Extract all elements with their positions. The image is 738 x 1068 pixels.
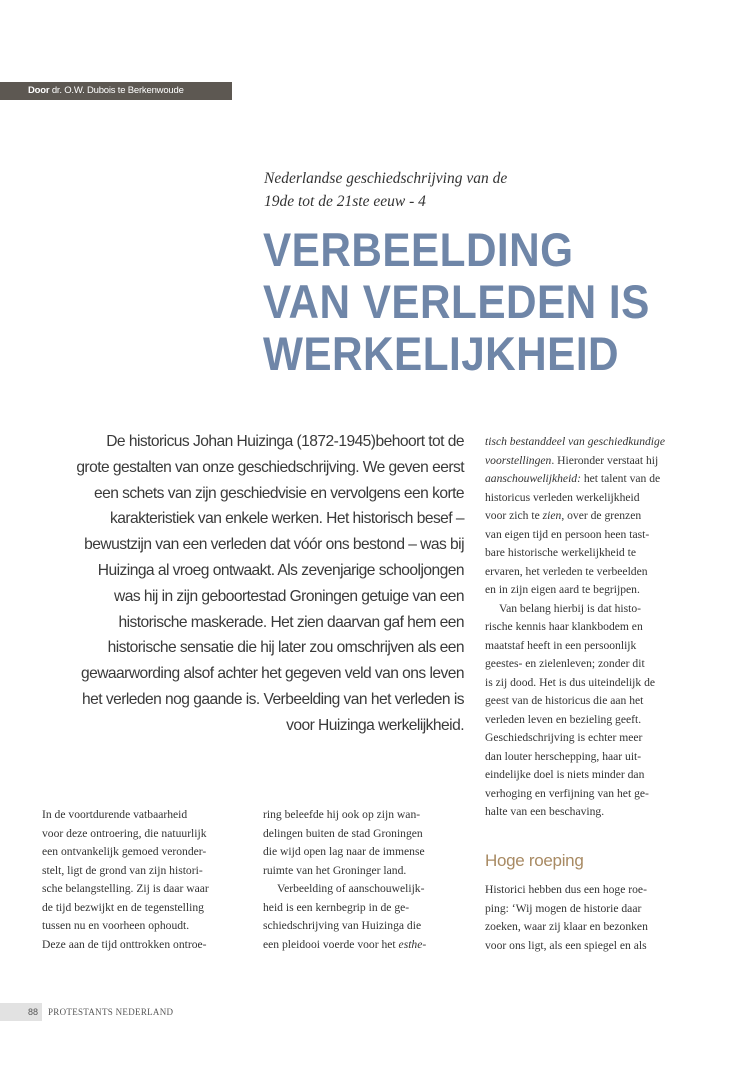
body-line: maatstaf heeft in een persoonlijk — [485, 638, 637, 652]
subtitle-line: Nederlandse geschiedschrijving van de — [264, 170, 508, 187]
subtitle-line: 19de tot de 21ste eeuw - 4 — [264, 193, 426, 210]
body-line: van eigen tijd en persoon heen tast- — [485, 527, 650, 541]
byline-prefix: Door — [28, 85, 50, 96]
body-text-italic: voorstellingen — [485, 453, 552, 467]
body-column-middle — [263, 806, 463, 954]
byline-author: dr. O.W. Dubois te Berkenwoude — [51, 85, 184, 96]
intro-line: bewustzijn van een verleden dat vóór ons bestond – was bij — [84, 536, 464, 554]
body-line — [485, 470, 697, 489]
body-line: historicus verleden werkelijkheid — [485, 490, 640, 504]
magazine-name: PROTESTANTS NEDERLAND — [48, 1007, 174, 1017]
body-line: ping: ‘Wij mogen de historie daar — [485, 901, 642, 915]
body-line: geest van de historicus die aan het — [485, 694, 644, 707]
body-line — [263, 936, 463, 955]
body-line: de tijd bezwijkt en de tegenstelling — [42, 900, 204, 914]
page-footer — [0, 1003, 200, 1021]
body-line: die wijd open lag naar de immense — [263, 845, 425, 858]
body-line: voor deze ontroering, die natuurlijk — [42, 826, 207, 840]
body-line: heid is een kernbegrip in de ge- — [263, 900, 410, 914]
body-line: Deze aan de tijd onttrokken ontroe- — [42, 937, 207, 951]
body-line: en in zijn eigen aard te begrijpen. — [485, 583, 640, 596]
body-line: eindelijke doel is niets minder dan — [485, 768, 645, 781]
section-heading: Hoge roeping — [485, 851, 584, 870]
body-text-italic: zien — [542, 509, 562, 522]
body-line: halte van een beschaving. — [485, 805, 605, 818]
intro-line: het verleden nog gaande is. Verbeelding van het verleden is — [82, 690, 464, 708]
body-line: rische kennis haar klankbodem en — [485, 620, 643, 633]
article-title — [263, 224, 677, 380]
body-text: . Hieronder verstaat hij — [551, 453, 659, 467]
body-line: verleden leven en bezieling geeft. — [485, 712, 642, 726]
intro-line: historische maskerade. Het zien daarvan gaf hem een — [118, 613, 464, 631]
body-line: ring beleefde hij ook op zijn wan- — [263, 808, 421, 821]
title-line: VERBEELDING — [263, 223, 574, 276]
body-column-right — [485, 433, 697, 822]
body-line: voor ons ligt, als een spiegel en als — [485, 938, 647, 952]
body-text-italic: esthe- — [398, 937, 427, 951]
title-line: VAN VERLEDEN IS — [263, 275, 650, 328]
intro-line: een schets van zijn geschiedvisie en vervolgens een korte — [94, 484, 464, 502]
body-line: ervaren, het verleden te verbeelden — [485, 564, 648, 578]
intro-line: gewaarwording alsof achter het gegeven veld van ons leven — [80, 665, 464, 683]
body-line: is zij dood. Het is dus uiteindelijk de — [485, 675, 656, 689]
body-text-italic: aanschouwelijkheid: — [485, 472, 581, 485]
body-text: , over de grenzen — [561, 509, 642, 522]
body-text: het talent van de — [580, 472, 661, 485]
body-text-italic: tisch bestanddeel van geschiedkundige — [485, 435, 665, 448]
body-line: Historici hebben dus een hoge roe- — [485, 883, 647, 896]
body-line: zoeken, waar zij klaar en bezonken — [485, 920, 648, 933]
body-line: delingen buiten de stad Groningen — [263, 826, 423, 840]
body-line: een ontvankelijk gemoed veronder- — [42, 845, 207, 858]
body-column-right-continued — [485, 881, 697, 955]
article-subtitle — [264, 167, 584, 213]
page-number: 88 — [0, 1003, 42, 1021]
body-line — [485, 452, 697, 471]
body-line: tussen nu en voorheen ophoudt. — [42, 919, 190, 932]
body-line: Van belang hierbij is dat histo- — [499, 601, 641, 615]
body-line: Verbeelding of aanschouwelijk- — [277, 882, 425, 895]
body-line: Geschiedschrijving is echter meer — [485, 731, 643, 744]
body-line: geestes- en zielenleven; zonder dit — [485, 657, 645, 670]
byline-bar — [0, 82, 232, 100]
body-line: schiedschrijving van Huizinga die — [263, 919, 422, 932]
body-line — [485, 507, 697, 526]
body-line: verhoging en verfijning van het ge- — [485, 786, 649, 800]
body-line: In de voortdurende vatbaarheid — [42, 808, 188, 821]
body-line — [485, 433, 697, 452]
intro-line: grote gestalten van onze geschiedschrijving. We geven eerst — [76, 458, 464, 476]
intro-line: De historicus Johan Huizinga (1872-1945)behoort tot de — [106, 433, 464, 450]
body-line: sche belangstelling. Zij is daar waar — [42, 882, 209, 895]
body-text: een pleidooi voerde voor het — [263, 937, 399, 951]
intro-paragraph — [70, 429, 464, 739]
body-line: dan louter herschepping, haar uit- — [485, 749, 642, 763]
intro-line: voor Huizinga werkelijkheid. — [286, 716, 464, 734]
intro-line: was hij in zijn geboortestad Groningen getuige van een — [113, 587, 464, 605]
title-line: WERKELIJKHEID — [263, 327, 620, 380]
intro-line: historische sensatie die hij later zou omschrijven als een — [107, 639, 464, 657]
intro-line: karakteristiek van enkele werken. Het historisch besef – — [109, 510, 464, 528]
intro-line: Huizinga al vroeg ontwaakt. Als zevenjarige schooljongen — [97, 561, 464, 579]
body-column-left — [42, 806, 242, 954]
body-text: voor zich te — [485, 509, 543, 522]
body-line: bare historische werkelijkheid te — [485, 546, 636, 559]
body-line: ruimte van het Groninger land. — [263, 863, 407, 877]
body-line: stelt, ligt de grond van zijn histori- — [42, 863, 203, 877]
